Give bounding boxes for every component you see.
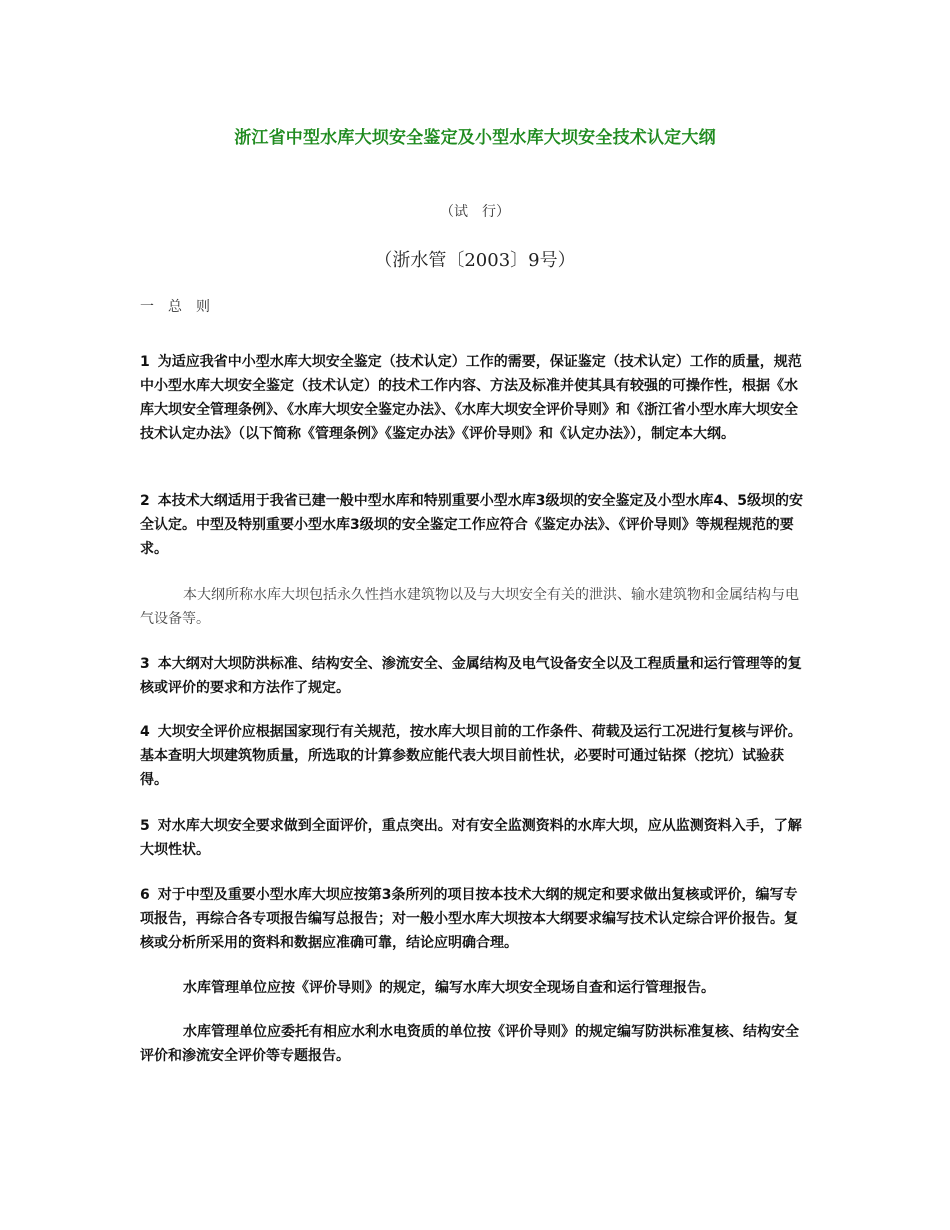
paragraph-text: 本技术大纲适用于我省已建一般中型水库和特别重要小型水库3级坝的安全鉴定及小型水库4、5级坝的安全认定。中型及特别重要小型水库3级坝的安全鉴定工作应符合《鉴定办法》、《评价导则》等规程规范的要求。 xyxy=(140,493,803,557)
paragraph-number: 1 xyxy=(140,354,150,370)
document-number: （浙水管〔2003〕9号） xyxy=(374,250,576,271)
paragraph-4 xyxy=(140,720,810,792)
paragraph-text: 水库管理单位应按《评价导则》的规定，编写水库大坝安全现场自查和运行管理报告。 xyxy=(183,980,715,996)
paragraph-2-note xyxy=(140,583,810,631)
paragraph-3 xyxy=(140,652,810,700)
paragraph-number: 4 xyxy=(140,724,150,740)
paragraph-2 xyxy=(140,489,810,561)
paragraph-6-note-2 xyxy=(140,1020,810,1068)
section-heading: 一 总 则 xyxy=(140,299,210,315)
document-subtitle: （试 行） xyxy=(440,204,510,220)
paragraph-number: 2 xyxy=(140,493,150,509)
paragraph-text: 本大纲对大坝防洪标准、结构安全、渗流安全、金属结构及电气设备安全以及工程质量和运行管理等的复核或评价的要求和方法作了规定。 xyxy=(140,656,802,696)
paragraph-text: 大坝安全评价应根据国家现行有关规范，按水库大坝目前的工作条件、荷载及运行工况进行复核与评价。基本查明大坝建筑物质量，所选取的计算参数应能代表大坝目前性状，必要时可通过钻探（挖坑）试验获得。 xyxy=(140,724,802,788)
paragraph-text: 对于中型及重要小型水库大坝应按第3条所列的项目按本技术大纲的规定和要求做出复核或评价，编写专项报告，再综合各专项报告编写总报告；对一般小型水库大坝按本大纲要求编写技术认定综合评价报告。复核或分析所采用的资料和数据应准确可靠，结论应明确合理。 xyxy=(140,887,798,951)
paragraph-1 xyxy=(140,350,810,446)
paragraph-text: 对水库大坝安全要求做到全面评价，重点突出。对有安全监测资料的水库大坝，应从监测资料入手，了解大坝性状。 xyxy=(140,818,802,858)
paragraph-6 xyxy=(140,883,810,955)
paragraph-text: 本大纲所称水库大坝包括永久性挡水建筑物以及与大坝安全有关的泄洪、输水建筑物和金属结构与电气设备等。 xyxy=(140,587,799,627)
paragraph-number: 3 xyxy=(140,656,150,672)
paragraph-text: 为适应我省中小型水库大坝安全鉴定（技术认定）工作的需要，保证鉴定（技术认定）工作的质量，规范中小型水库大坝安全鉴定（技术认定）的技术工作内容、方法及标准并使其具有较强的可操作性，根据《水库大坝安全管理条例》、《水库大坝安全鉴定办法》、《水库大坝安全评价导则》和《浙江省小型水库大坝安全技术认定办法》（以下简称《管理条例》《鉴定办法》《评价导则》和《认定办法》），制定本大纲。 xyxy=(140,354,802,442)
paragraph-number: 6 xyxy=(140,887,150,903)
paragraph-5 xyxy=(140,814,810,862)
document-title: 浙江省中型水库大坝安全鉴定及小型水库大坝安全技术认定大纲 xyxy=(234,128,716,148)
paragraph-text: 水库管理单位应委托有相应水利水电资质的单位按《评价导则》的规定编写防洪标准复核、结构安全评价和渗流安全评价等专题报告。 xyxy=(140,1024,799,1064)
paragraph-6-note-1 xyxy=(140,976,810,1000)
paragraph-number: 5 xyxy=(140,818,150,834)
